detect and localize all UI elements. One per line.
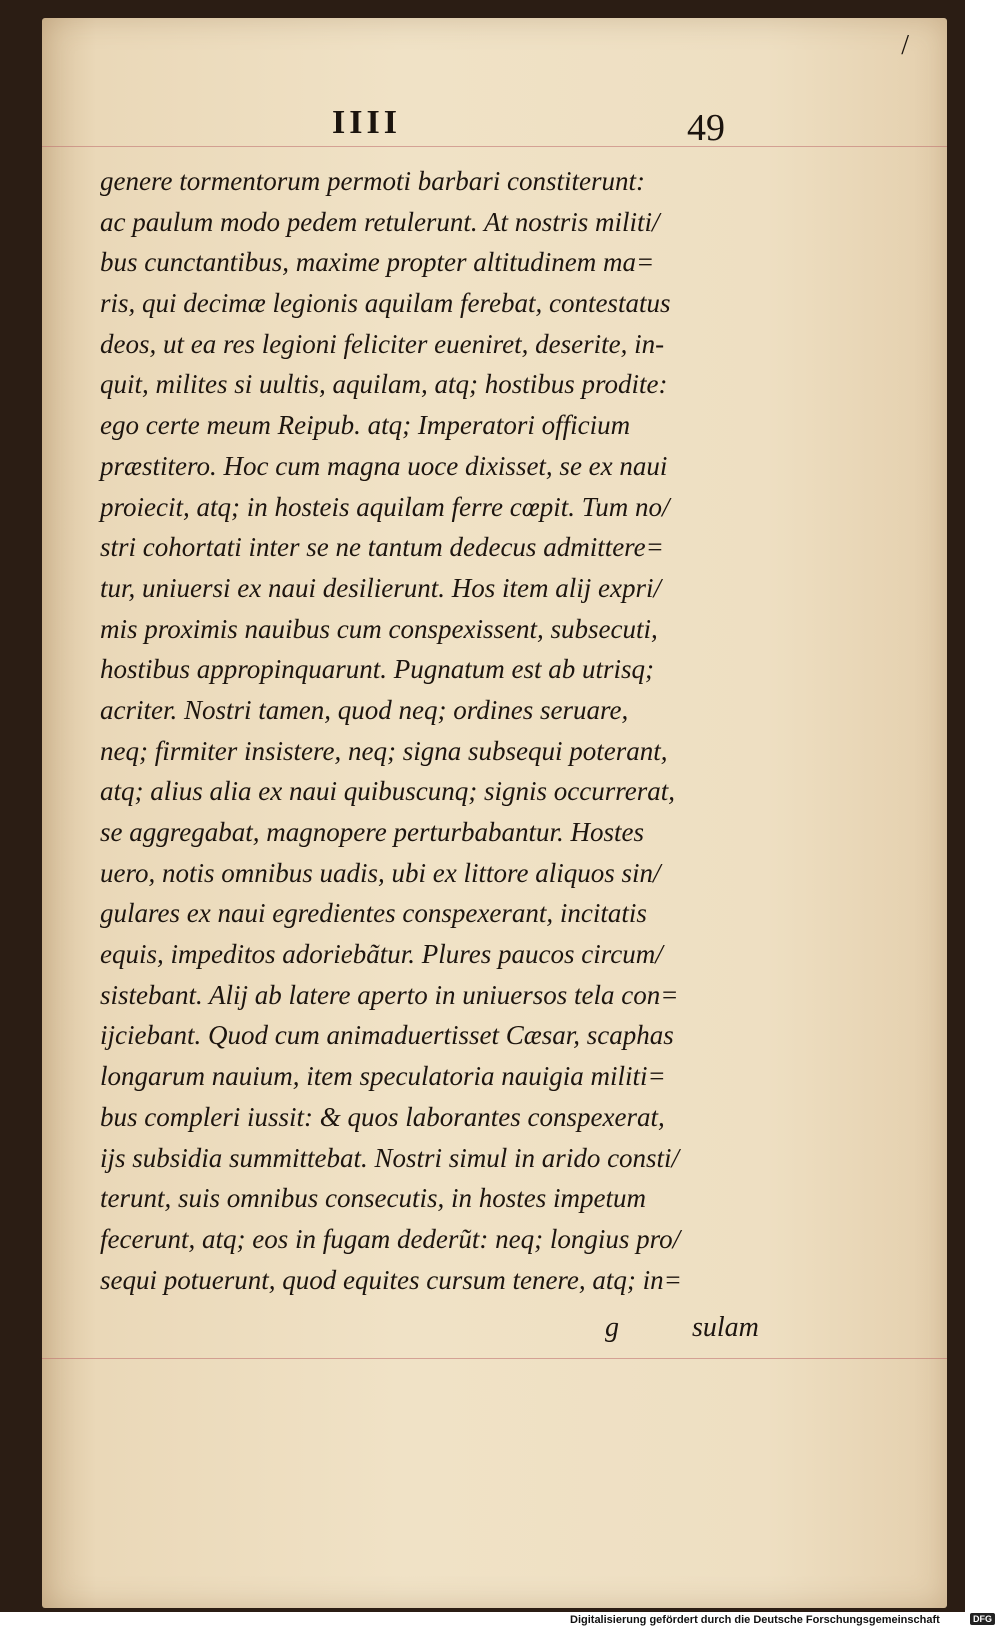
text-line: acriter. Nostri tamen, quod neq; ordines seruare,: [100, 694, 629, 725]
text-line: tur, uniuersi ex naui desilierunt. Hos item alij expri/: [100, 572, 661, 603]
text-line: neq; firmiter insistere, neq; signa subsequi poterant,: [100, 735, 668, 766]
page-number: 49: [687, 107, 725, 149]
text-line: ego certe meum Reipub. atq; Imperatori officium: [100, 410, 631, 441]
text-line: terunt, suis omnibus consecutis, in hostes impetum: [100, 1183, 646, 1214]
text-line: fecerunt, atq; eos in fugam dederũt: neq; longius pro/: [100, 1223, 681, 1254]
text-line: equis, impeditos adoriebãtur. Plures paucos circum/: [100, 939, 663, 970]
catchword: sulam: [692, 1312, 759, 1343]
text-line: bus cunctantibus, maxime propter altitudinem ma=: [100, 247, 655, 278]
text-line: sequi potuerunt, quod equites cursum tenere, atq; in=: [100, 1264, 682, 1295]
bottom-rule-line: [42, 1358, 947, 1359]
text-line: genere tormentorum permoti barbari constiterunt:: [100, 166, 645, 196]
text-line: proiecit, atq; in hosteis aquilam ferre cœpit. Tum no/: [100, 491, 670, 522]
text-line: atq; alius alia ex naui quibuscunq; signis occurrerat,: [100, 776, 675, 807]
book-page: [42, 18, 947, 1608]
dfg-logo: DFG: [970, 1613, 995, 1625]
text-line: stri cohortati inter se ne tantum dedecus admittere=: [100, 532, 664, 563]
text-line: ac paulum modo pedem retulerunt. At nostris militi/: [100, 206, 660, 237]
top-rule-line: [42, 146, 947, 147]
signature-mark: g: [605, 1312, 619, 1343]
text-line: se aggregabat, magnopere perturbabantur. Hostes: [100, 817, 644, 847]
text-line: præstitero. Hoc cum magna uoce dixisset, se ex naui: [100, 450, 668, 481]
text-line: gulares ex naui egredientes conspexerant, incitatis: [100, 898, 647, 929]
text-line: deos, ut ea res legioni feliciter eueniret, deserite, in-: [100, 328, 665, 359]
digitization-credit: Digitalisierung gefördert durch die Deutsche Forschungsgemeinschaft: [570, 1614, 940, 1626]
text-line: longarum nauium, item speculatoria nauigia militi=: [100, 1061, 666, 1092]
running-head: IIII: [332, 104, 401, 141]
text-line: ris, qui decimæ legionis aquilam ferebat, contestatus: [100, 288, 671, 319]
body-text: [100, 161, 780, 1300]
text-line: bus compleri iussit: & quos laborantes conspexerat,: [100, 1101, 665, 1132]
text-line: quit, milites si uultis, aquilam, atq; hostibus prodite:: [100, 369, 668, 400]
text-line: hostibus appropinquarunt. Pugnatum est ab utrisq;: [100, 654, 655, 685]
text-line: ijciebant. Quod cum animaduertisset Cæsar, scaphas: [100, 1020, 674, 1051]
text-line: mis proximis nauibus cum conspexissent, subsecuti,: [100, 613, 658, 644]
corner-mark: /: [901, 30, 909, 61]
text-line: uero, notis omnibus uadis, ubi ex littore aliquos sin/: [100, 857, 661, 888]
text-line: ijs subsidia summittebat. Nostri simul in arido consti/: [100, 1142, 680, 1173]
text-line: sistebant. Alij ab latere aperto in uniuersos tela con=: [100, 979, 679, 1010]
